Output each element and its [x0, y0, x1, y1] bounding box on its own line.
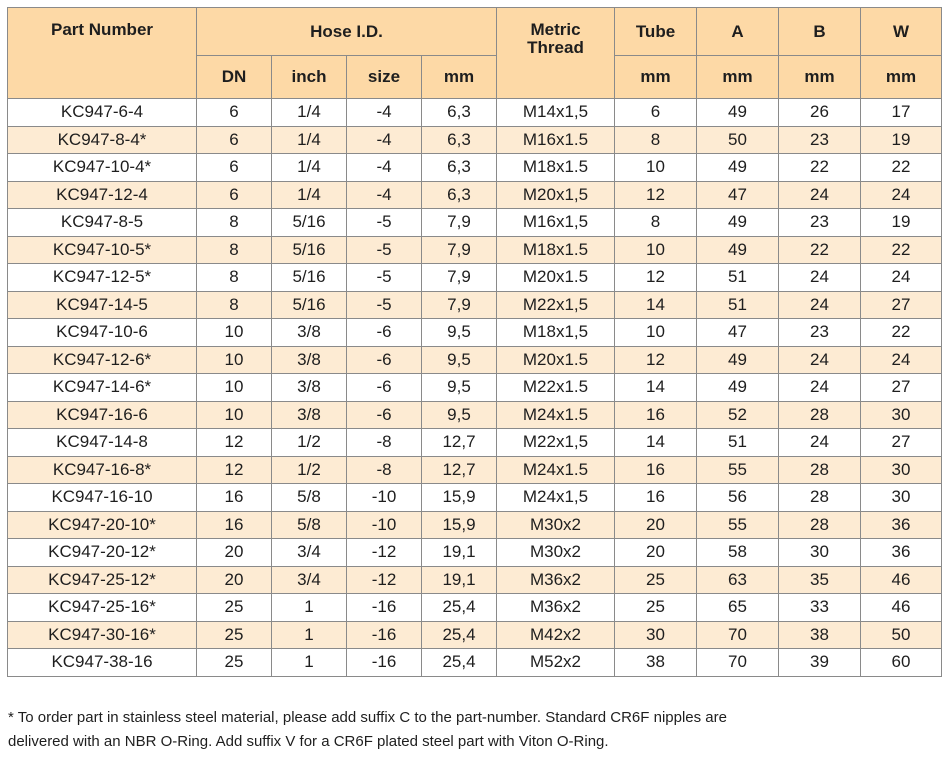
cell-part-number: KC947-16-10 [8, 484, 197, 512]
cell-tube-mm: 38 [615, 649, 697, 677]
cell-dn: 16 [197, 484, 272, 512]
header-tube: Tube [615, 8, 697, 56]
cell-dn: 6 [197, 99, 272, 127]
cell-metric-thread: M30x2 [497, 511, 615, 539]
cell-dn: 10 [197, 319, 272, 347]
cell-part-number: KC947-6-4 [8, 99, 197, 127]
cell-b-mm: 30 [779, 539, 861, 567]
cell-a-mm: 70 [697, 621, 779, 649]
cell-a-mm: 49 [697, 374, 779, 402]
header-a: A [697, 8, 779, 56]
cell-a-mm: 70 [697, 649, 779, 677]
cell-dn: 12 [197, 456, 272, 484]
cell-dn: 25 [197, 621, 272, 649]
cell-tube-mm: 16 [615, 484, 697, 512]
cell-tube-mm: 12 [615, 264, 697, 292]
header-hose-id: Hose I.D. [197, 8, 497, 56]
cell-inch: 5/8 [272, 484, 347, 512]
cell-b-mm: 35 [779, 566, 861, 594]
cell-inch: 5/16 [272, 291, 347, 319]
cell-a-mm: 50 [697, 126, 779, 154]
cell-mm: 9,5 [422, 401, 497, 429]
header-tube-mm: mm [615, 56, 697, 99]
cell-a-mm: 58 [697, 539, 779, 567]
cell-part-number: KC947-25-16* [8, 594, 197, 622]
table-row [8, 374, 942, 402]
cell-part-number: KC947-16-6 [8, 401, 197, 429]
cell-dn: 25 [197, 649, 272, 677]
cell-metric-thread: M20x1.5 [497, 264, 615, 292]
cell-b-mm: 39 [779, 649, 861, 677]
cell-tube-mm: 14 [615, 429, 697, 457]
cell-inch: 3/8 [272, 374, 347, 402]
cell-mm: 9,5 [422, 374, 497, 402]
cell-dn: 10 [197, 374, 272, 402]
cell-mm: 9,5 [422, 319, 497, 347]
table-row [8, 401, 942, 429]
cell-size: -8 [347, 456, 422, 484]
header-w-mm: mm [861, 56, 942, 99]
cell-tube-mm: 6 [615, 99, 697, 127]
cell-a-mm: 51 [697, 291, 779, 319]
cell-part-number: KC947-12-6* [8, 346, 197, 374]
cell-metric-thread: M16x1.5 [497, 126, 615, 154]
table-row [8, 236, 942, 264]
cell-mm: 12,7 [422, 429, 497, 457]
cell-part-number: KC947-20-12* [8, 539, 197, 567]
cell-mm: 25,4 [422, 649, 497, 677]
cell-mm: 9,5 [422, 346, 497, 374]
cell-size: -4 [347, 181, 422, 209]
cell-part-number: KC947-16-8* [8, 456, 197, 484]
cell-part-number: KC947-8-4* [8, 126, 197, 154]
cell-inch: 1 [272, 649, 347, 677]
cell-mm: 7,9 [422, 209, 497, 237]
header-mm: mm [422, 56, 497, 99]
cell-part-number: KC947-8-5 [8, 209, 197, 237]
cell-mm: 6,3 [422, 154, 497, 182]
parts-spec-table [7, 7, 942, 677]
cell-inch: 1/4 [272, 181, 347, 209]
cell-part-number: KC947-12-5* [8, 264, 197, 292]
cell-part-number: KC947-14-6* [8, 374, 197, 402]
cell-b-mm: 28 [779, 456, 861, 484]
cell-mm: 19,1 [422, 539, 497, 567]
cell-b-mm: 33 [779, 594, 861, 622]
cell-part-number: KC947-10-5* [8, 236, 197, 264]
cell-metric-thread: M24x1,5 [497, 484, 615, 512]
cell-metric-thread: M24x1.5 [497, 401, 615, 429]
cell-metric-thread: M22x1,5 [497, 291, 615, 319]
cell-size: -12 [347, 539, 422, 567]
cell-metric-thread: M22x1.5 [497, 374, 615, 402]
table-row [8, 484, 942, 512]
header-b-mm: mm [779, 56, 861, 99]
cell-b-mm: 24 [779, 181, 861, 209]
header-w: W [861, 8, 942, 56]
cell-tube-mm: 20 [615, 539, 697, 567]
cell-b-mm: 24 [779, 429, 861, 457]
cell-size: -16 [347, 621, 422, 649]
cell-w-mm: 27 [861, 291, 942, 319]
cell-b-mm: 22 [779, 236, 861, 264]
cell-w-mm: 19 [861, 126, 942, 154]
cell-w-mm: 27 [861, 374, 942, 402]
cell-size: -16 [347, 649, 422, 677]
cell-metric-thread: M30x2 [497, 539, 615, 567]
cell-mm: 6,3 [422, 181, 497, 209]
cell-dn: 16 [197, 511, 272, 539]
cell-inch: 5/8 [272, 511, 347, 539]
cell-inch: 1/4 [272, 126, 347, 154]
cell-inch: 1 [272, 621, 347, 649]
cell-tube-mm: 16 [615, 401, 697, 429]
cell-w-mm: 24 [861, 346, 942, 374]
footnote [8, 706, 943, 753]
header-metric-line2: Thread [527, 38, 584, 57]
header-size: size [347, 56, 422, 99]
cell-dn: 6 [197, 126, 272, 154]
cell-a-mm: 49 [697, 346, 779, 374]
cell-metric-thread: M20x1,5 [497, 181, 615, 209]
cell-tube-mm: 14 [615, 374, 697, 402]
cell-a-mm: 47 [697, 181, 779, 209]
cell-mm: 15,9 [422, 511, 497, 539]
table-row [8, 154, 942, 182]
cell-metric-thread: M18x1,5 [497, 319, 615, 347]
cell-mm: 7,9 [422, 264, 497, 292]
cell-size: -5 [347, 236, 422, 264]
cell-metric-thread: M42x2 [497, 621, 615, 649]
header-a-mm: mm [697, 56, 779, 99]
cell-tube-mm: 12 [615, 346, 697, 374]
table-row [8, 264, 942, 292]
cell-b-mm: 28 [779, 511, 861, 539]
cell-tube-mm: 10 [615, 236, 697, 264]
header-part-number: Part Number [8, 8, 197, 99]
cell-tube-mm: 30 [615, 621, 697, 649]
cell-w-mm: 50 [861, 621, 942, 649]
cell-size: -5 [347, 209, 422, 237]
cell-inch: 3/4 [272, 566, 347, 594]
table-row [8, 209, 942, 237]
cell-w-mm: 60 [861, 649, 942, 677]
cell-w-mm: 24 [861, 264, 942, 292]
table-row [8, 566, 942, 594]
cell-size: -4 [347, 99, 422, 127]
header-metric-line1: Metric [530, 20, 581, 39]
cell-tube-mm: 8 [615, 126, 697, 154]
cell-tube-mm: 10 [615, 319, 697, 347]
cell-w-mm: 30 [861, 484, 942, 512]
cell-dn: 20 [197, 539, 272, 567]
cell-dn: 12 [197, 429, 272, 457]
cell-b-mm: 28 [779, 401, 861, 429]
cell-w-mm: 36 [861, 511, 942, 539]
cell-a-mm: 65 [697, 594, 779, 622]
cell-w-mm: 46 [861, 594, 942, 622]
cell-dn: 6 [197, 181, 272, 209]
cell-w-mm: 24 [861, 181, 942, 209]
cell-a-mm: 49 [697, 99, 779, 127]
cell-part-number: KC947-10-6 [8, 319, 197, 347]
header-inch: inch [272, 56, 347, 99]
cell-inch: 1/2 [272, 456, 347, 484]
cell-inch: 3/8 [272, 401, 347, 429]
table-row [8, 621, 942, 649]
cell-inch: 5/16 [272, 264, 347, 292]
cell-part-number: KC947-14-8 [8, 429, 197, 457]
cell-tube-mm: 10 [615, 154, 697, 182]
header-dn: DN [197, 56, 272, 99]
cell-mm: 25,4 [422, 621, 497, 649]
table-row [8, 181, 942, 209]
cell-b-mm: 23 [779, 319, 861, 347]
cell-mm: 19,1 [422, 566, 497, 594]
cell-w-mm: 22 [861, 236, 942, 264]
cell-tube-mm: 14 [615, 291, 697, 319]
cell-dn: 10 [197, 346, 272, 374]
cell-metric-thread: M16x1,5 [497, 209, 615, 237]
cell-inch: 3/4 [272, 539, 347, 567]
cell-a-mm: 47 [697, 319, 779, 347]
cell-dn: 8 [197, 236, 272, 264]
table-row [8, 346, 942, 374]
table-row [8, 594, 942, 622]
cell-mm: 25,4 [422, 594, 497, 622]
cell-b-mm: 24 [779, 264, 861, 292]
cell-size: -6 [347, 374, 422, 402]
table-row [8, 539, 942, 567]
cell-metric-thread: M36x2 [497, 594, 615, 622]
cell-inch: 5/16 [272, 209, 347, 237]
cell-a-mm: 51 [697, 264, 779, 292]
cell-a-mm: 51 [697, 429, 779, 457]
cell-metric-thread: M14x1,5 [497, 99, 615, 127]
cell-inch: 3/8 [272, 346, 347, 374]
cell-part-number: KC947-14-5 [8, 291, 197, 319]
table-row [8, 511, 942, 539]
cell-dn: 8 [197, 209, 272, 237]
cell-tube-mm: 25 [615, 594, 697, 622]
cell-inch: 1 [272, 594, 347, 622]
cell-inch: 1/4 [272, 99, 347, 127]
cell-a-mm: 56 [697, 484, 779, 512]
cell-mm: 7,9 [422, 236, 497, 264]
cell-size: -10 [347, 511, 422, 539]
cell-part-number: KC947-12-4 [8, 181, 197, 209]
cell-mm: 6,3 [422, 126, 497, 154]
cell-size: -6 [347, 346, 422, 374]
cell-b-mm: 28 [779, 484, 861, 512]
cell-tube-mm: 25 [615, 566, 697, 594]
cell-mm: 12,7 [422, 456, 497, 484]
cell-size: -6 [347, 401, 422, 429]
cell-inch: 3/8 [272, 319, 347, 347]
header-b: B [779, 8, 861, 56]
header-metric-thread [497, 8, 615, 99]
table-row [8, 429, 942, 457]
cell-w-mm: 19 [861, 209, 942, 237]
cell-dn: 10 [197, 401, 272, 429]
cell-dn: 20 [197, 566, 272, 594]
cell-dn: 6 [197, 154, 272, 182]
cell-metric-thread: M24x1.5 [497, 456, 615, 484]
cell-mm: 7,9 [422, 291, 497, 319]
table-row [8, 319, 942, 347]
cell-a-mm: 49 [697, 236, 779, 264]
cell-tube-mm: 8 [615, 209, 697, 237]
cell-b-mm: 24 [779, 291, 861, 319]
table-row [8, 126, 942, 154]
cell-metric-thread: M20x1.5 [497, 346, 615, 374]
cell-w-mm: 17 [861, 99, 942, 127]
cell-b-mm: 23 [779, 209, 861, 237]
cell-size: -10 [347, 484, 422, 512]
cell-a-mm: 55 [697, 456, 779, 484]
cell-w-mm: 30 [861, 401, 942, 429]
table-row [8, 649, 942, 677]
cell-inch: 1/2 [272, 429, 347, 457]
cell-part-number: KC947-25-12* [8, 566, 197, 594]
cell-a-mm: 63 [697, 566, 779, 594]
cell-size: -4 [347, 126, 422, 154]
cell-b-mm: 24 [779, 374, 861, 402]
cell-b-mm: 22 [779, 154, 861, 182]
cell-a-mm: 55 [697, 511, 779, 539]
cell-metric-thread: M36x2 [497, 566, 615, 594]
cell-size: -5 [347, 291, 422, 319]
cell-w-mm: 27 [861, 429, 942, 457]
cell-tube-mm: 16 [615, 456, 697, 484]
table-row [8, 99, 942, 127]
cell-a-mm: 49 [697, 209, 779, 237]
cell-size: -8 [347, 429, 422, 457]
cell-a-mm: 52 [697, 401, 779, 429]
cell-part-number: KC947-30-16* [8, 621, 197, 649]
cell-tube-mm: 20 [615, 511, 697, 539]
cell-b-mm: 38 [779, 621, 861, 649]
cell-size: -5 [347, 264, 422, 292]
cell-dn: 25 [197, 594, 272, 622]
footnote-line-2: delivered with an NBR O-Ring. Add suffix V for a CR6F plated steel part with Viton O-Ring. [8, 732, 609, 750]
cell-a-mm: 49 [697, 154, 779, 182]
cell-part-number: KC947-10-4* [8, 154, 197, 182]
cell-size: -16 [347, 594, 422, 622]
cell-tube-mm: 12 [615, 181, 697, 209]
cell-size: -6 [347, 319, 422, 347]
footnote-line-1: * To order part in stainless steel material, please add suffix C to the part-number. Standard CR6F nipples are [8, 709, 727, 726]
cell-metric-thread: M18x1.5 [497, 236, 615, 264]
cell-mm: 6,3 [422, 99, 497, 127]
cell-part-number: KC947-20-10* [8, 511, 197, 539]
cell-dn: 8 [197, 291, 272, 319]
table-row [8, 456, 942, 484]
cell-w-mm: 30 [861, 456, 942, 484]
cell-metric-thread: M18x1.5 [497, 154, 615, 182]
cell-b-mm: 26 [779, 99, 861, 127]
cell-w-mm: 22 [861, 154, 942, 182]
cell-metric-thread: M22x1,5 [497, 429, 615, 457]
cell-b-mm: 24 [779, 346, 861, 374]
cell-size: -12 [347, 566, 422, 594]
cell-mm: 15,9 [422, 484, 497, 512]
table-row [8, 291, 942, 319]
cell-b-mm: 23 [779, 126, 861, 154]
table-header [8, 8, 942, 99]
table-body [8, 99, 942, 677]
cell-part-number: KC947-38-16 [8, 649, 197, 677]
cell-dn: 8 [197, 264, 272, 292]
cell-size: -4 [347, 154, 422, 182]
cell-metric-thread: M52x2 [497, 649, 615, 677]
cell-w-mm: 22 [861, 319, 942, 347]
cell-inch: 5/16 [272, 236, 347, 264]
cell-inch: 1/4 [272, 154, 347, 182]
cell-w-mm: 36 [861, 539, 942, 567]
cell-w-mm: 46 [861, 566, 942, 594]
